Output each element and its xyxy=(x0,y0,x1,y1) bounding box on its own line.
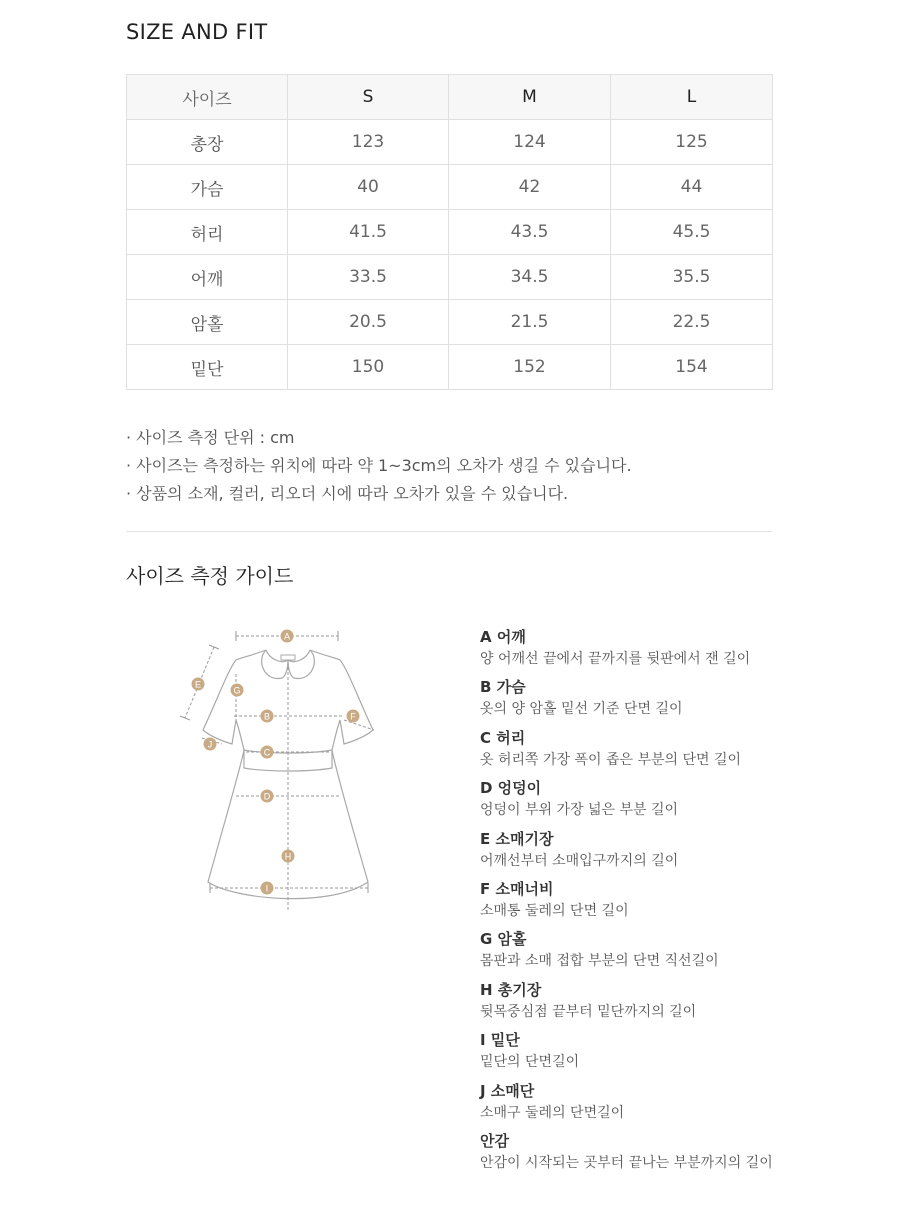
list-item xyxy=(480,777,773,827)
cell-value: 41.5 xyxy=(288,210,449,255)
marker-D xyxy=(261,790,274,803)
row-label: 밑단 xyxy=(127,345,288,390)
marker-C xyxy=(261,746,274,759)
size-and-fit-title: SIZE AND FIT xyxy=(126,20,268,44)
guide-item-name: E 소매기장 xyxy=(480,829,554,848)
dress-measurement-diagram xyxy=(170,620,390,920)
table-header-row xyxy=(127,75,773,120)
guide-item-desc: 뒷목중심점 끝부터 밑단까지의 길이 xyxy=(480,1003,697,1020)
size-guide-title: 사이즈 측정 가이드 xyxy=(126,564,294,588)
row-label: 허리 xyxy=(127,210,288,255)
header-size-s: S xyxy=(288,75,449,120)
size-notes xyxy=(126,424,632,508)
guide-item-name: F 소매너비 xyxy=(480,879,554,898)
size-table xyxy=(126,74,773,390)
table-row xyxy=(127,255,773,300)
marker-label: E xyxy=(194,679,202,690)
cell-value: 152 xyxy=(449,345,611,390)
list-item xyxy=(480,979,773,1029)
marker-I xyxy=(261,882,274,895)
measurement-guide-list xyxy=(480,626,773,1180)
guide-item-desc: 옷의 양 암홀 밑선 기준 단면 길이 xyxy=(480,701,683,718)
cell-value: 154 xyxy=(611,345,773,390)
marker-label: B xyxy=(263,711,271,722)
note-item: · 사이즈는 측정하는 위치에 따라 약 1~3cm의 오차가 생길 수 있습니다. xyxy=(126,456,632,475)
guide-item-desc: 양 어깨선 끝에서 끝까지를 뒷판에서 잰 길이 xyxy=(480,651,751,667)
cell-value: 20.5 xyxy=(288,300,449,345)
row-label: 가슴 xyxy=(127,165,288,210)
marker-label: D xyxy=(263,791,271,802)
header-size-label: 사이즈 xyxy=(127,75,288,120)
marker-G xyxy=(231,684,244,697)
list-item xyxy=(480,676,773,726)
cell-value: 43.5 xyxy=(449,210,611,255)
cell-value: 40 xyxy=(288,165,449,210)
cell-value: 21.5 xyxy=(449,300,611,345)
cell-value: 123 xyxy=(288,120,449,165)
header-size-l: L xyxy=(611,75,773,120)
guide-item-name: C 허리 xyxy=(480,728,526,747)
cell-value: 42 xyxy=(449,165,611,210)
table-row xyxy=(127,120,773,165)
guide-item-desc: 옷 허리쪽 가장 폭이 좁은 부분의 단면 길이 xyxy=(480,751,742,768)
cell-value: 44 xyxy=(611,165,773,210)
measurement-end-ticks xyxy=(180,631,368,893)
row-label: 어깨 xyxy=(127,255,288,300)
cell-value: 45.5 xyxy=(611,210,773,255)
note-item: · 상품의 소재, 컬러, 리오더 시에 따라 오차가 있을 수 있습니다. xyxy=(126,484,569,503)
guide-item-desc: 소매통 둘레의 단면 길이 xyxy=(480,902,629,919)
list-item xyxy=(480,1029,773,1079)
guide-item-desc: 몸판과 소매 접합 부분의 단면 직선길이 xyxy=(480,953,719,970)
guide-item-desc: 안감이 시작되는 곳부터 끝나는 부분까지의 길이 xyxy=(480,1154,773,1171)
marker-B xyxy=(261,710,274,723)
row-label: 총장 xyxy=(127,120,288,165)
marker-label: H xyxy=(284,851,292,862)
cell-value: 125 xyxy=(611,120,773,165)
guide-item-desc: 밑단의 단면길이 xyxy=(480,1054,580,1071)
marker-label: F xyxy=(350,711,356,722)
marker-label: G xyxy=(233,685,241,696)
guide-item-name: I 밑단 xyxy=(480,1031,520,1050)
marker-label: A xyxy=(283,631,291,642)
list-item xyxy=(480,626,773,676)
marker-J xyxy=(204,738,217,751)
guide-item-name: H 총기장 xyxy=(480,980,542,999)
table-row xyxy=(127,300,773,345)
list-item xyxy=(480,1130,773,1180)
guide-item-name: 안감 xyxy=(480,1131,509,1150)
guide-item-name: J 소매단 xyxy=(480,1081,535,1100)
cell-value: 35.5 xyxy=(611,255,773,300)
guide-item-name: B 가슴 xyxy=(480,678,526,697)
guide-item-name: A 어깨 xyxy=(480,628,526,646)
guide-item-desc: 어깨선부터 소매입구까지의 길이 xyxy=(480,852,679,869)
measurement-lines xyxy=(185,636,374,910)
list-item xyxy=(480,1080,773,1130)
list-item xyxy=(480,928,773,978)
table-row xyxy=(127,345,773,390)
marker-F xyxy=(347,710,360,723)
table-row xyxy=(127,210,773,255)
guide-item-name: D 엉덩이 xyxy=(480,779,542,798)
list-item xyxy=(480,727,773,777)
marker-E xyxy=(192,678,205,691)
header-size-m: M xyxy=(449,75,611,120)
cell-value: 22.5 xyxy=(611,300,773,345)
cell-value: 34.5 xyxy=(449,255,611,300)
collar-tag xyxy=(281,655,295,660)
marker-label: C xyxy=(263,747,271,758)
guide-item-desc: 소매구 둘레의 단면길이 xyxy=(480,1104,625,1121)
marker-A xyxy=(281,630,294,643)
marker-H xyxy=(282,850,295,863)
list-item xyxy=(480,828,773,878)
note-item: · 사이즈 측정 단위 : cm xyxy=(126,428,295,447)
cell-value: 124 xyxy=(449,120,611,165)
row-label: 암홀 xyxy=(127,300,288,345)
guide-item-desc: 엉덩이 부위 가장 넓은 부분 길이 xyxy=(480,802,679,819)
cell-value: 33.5 xyxy=(288,255,449,300)
section-divider xyxy=(126,531,772,532)
list-item xyxy=(480,878,773,928)
marker-label: I xyxy=(265,883,269,894)
marker-label: J xyxy=(207,739,213,750)
cell-value: 150 xyxy=(288,345,449,390)
guide-item-name: G 암홀 xyxy=(480,930,527,949)
table-row xyxy=(127,165,773,210)
